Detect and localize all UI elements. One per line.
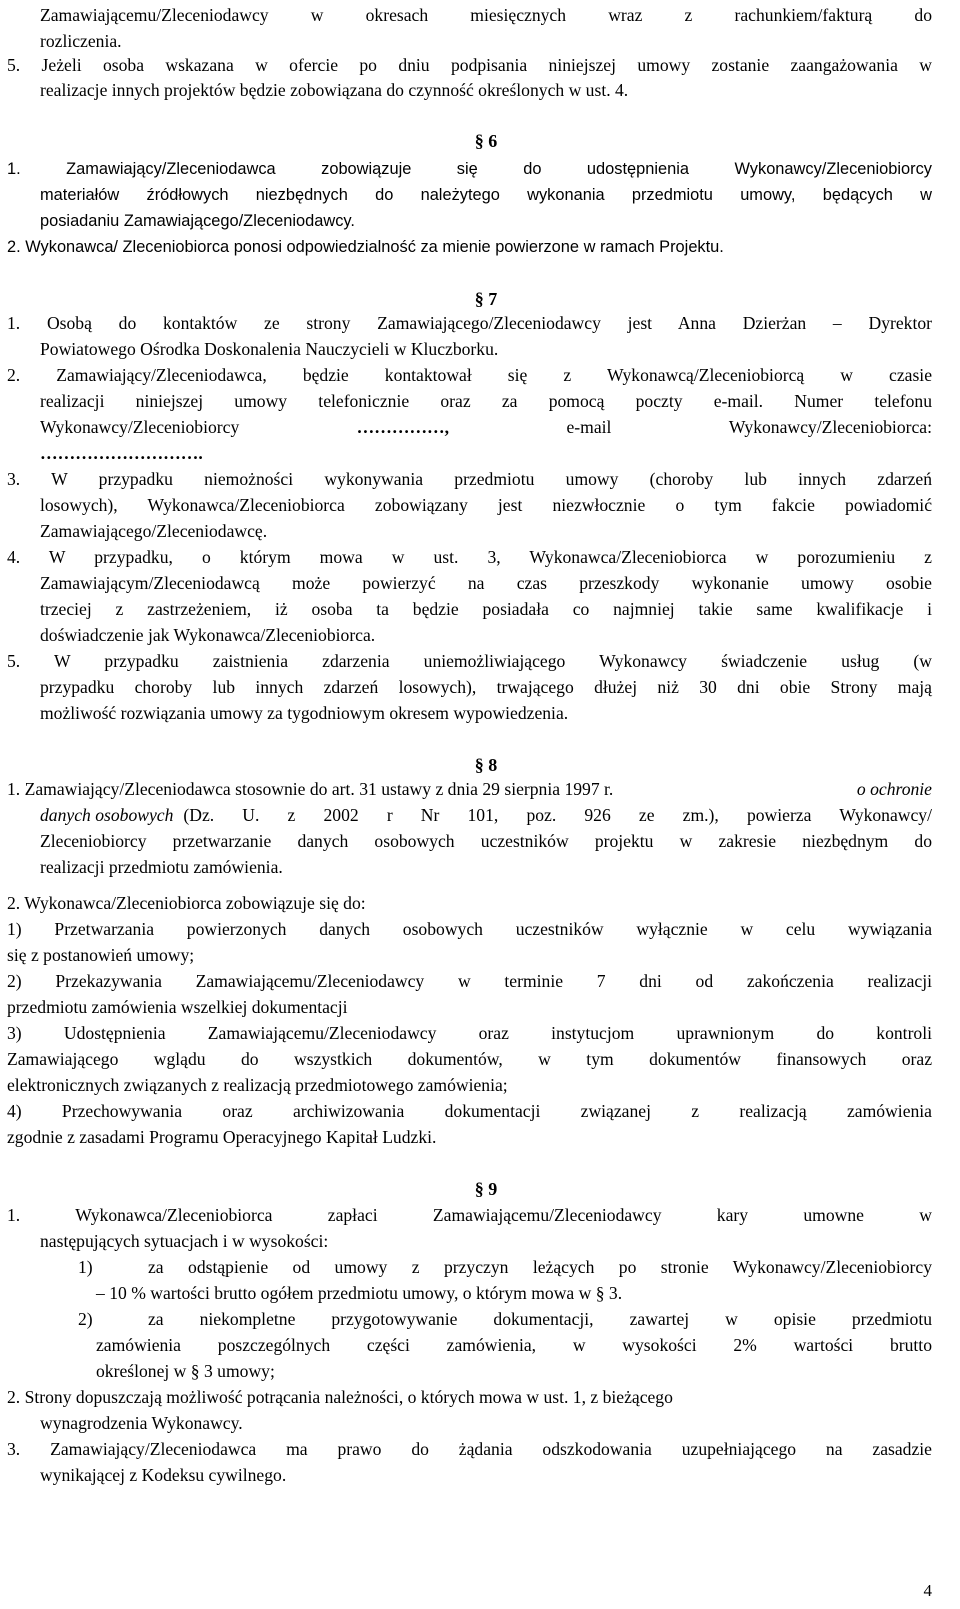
s9-item-1-line-1: za odstąpienie od umowy z przyczyn leżących po stronie Wykonawcy/Zleceniobiorcy bbox=[148, 1257, 932, 1277]
blank-field: ………………………. bbox=[40, 443, 203, 463]
section-9-heading: § 9 bbox=[474, 1179, 498, 1199]
s8-paragraph-1-line-3: Zleceniobiorcy przetwarzanie danych osobowych uczestników projektu w zakresie niezbędnym do bbox=[40, 831, 932, 851]
page-number: 4 bbox=[923, 1581, 932, 1600]
text-span: danych osobowych bbox=[40, 805, 174, 825]
s8-item-3-line-3: elektronicznych związanych z realizacją przedmiotowego zamówienia; bbox=[7, 1075, 508, 1095]
s9-paragraph-3-line-1: 3. Zamawiający/Zleceniodawca ma prawo do żądania odszkodowania uzupełniającego na zasadzie bbox=[7, 1439, 932, 1459]
text-line: rozliczenia. bbox=[40, 31, 122, 51]
paragraph-5-line-2: realizacje innych projektów będzie zobowiązana do czynność określonych w ust. 4. bbox=[40, 80, 629, 100]
s8-paragraph-1-line-4: realizacji przedmiotu zamówienia. bbox=[40, 857, 283, 877]
s7-paragraph-3-line-1: 3. W przypadku niemożności wykonywania przedmiotu umowy (choroby lub innych zdarzeń bbox=[7, 469, 932, 489]
s7-paragraph-1-line-2: Powiatowego Ośrodka Doskonalenia Nauczycieli w Kluczborku. bbox=[40, 339, 499, 359]
s8-item-1-line-2: się z postanowień umowy; bbox=[7, 945, 195, 965]
s9-item-2-number: 2) bbox=[78, 1309, 93, 1329]
text-span: Wykonawcy/Zleceniobiorca: bbox=[728, 417, 932, 437]
s6-paragraph-1-line-2: materiałów źródłowych niezbędnych do należytego wykonania przedmiotu umowy, będących w bbox=[40, 186, 932, 204]
s7-paragraph-3-line-3: Zamawiającego/Zleceniodawcę. bbox=[40, 521, 268, 541]
s9-item-1-number: 1) bbox=[78, 1257, 93, 1277]
s8-paragraph-2: 2. Wykonawca/Zleceniobiorca zobowiązuje się do: bbox=[7, 893, 366, 913]
s8-item-1-line-1: 1) Przetwarzania powierzonych danych osobowych uczestników wyłącznie w celu wywiązania bbox=[7, 919, 932, 939]
s7-paragraph-4-line-1: 4. W przypadku, o którym mowa w ust. 3, Wykonawca/Zleceniobiorca w porozumieniu z bbox=[7, 547, 932, 567]
text-line: Zamawiającemu/Zleceniodawcy w okresach miesięcznych wraz z rachunkiem/fakturą do bbox=[40, 5, 932, 25]
s7-paragraph-4-line-4: doświadczenie jak Wykonawca/Zleceniobiorca. bbox=[40, 625, 376, 645]
s9-item-2-line-2: zamówienia poszczególnych części zamówienia, w wysokości 2% wartości brutto bbox=[96, 1335, 932, 1355]
s7-paragraph-2-line-2: realizacji niniejszej umowy telefonicznie oraz za pomocą poczty e-mail. Numer telefonu bbox=[40, 391, 932, 411]
section-7-heading: § 7 bbox=[474, 289, 498, 309]
s7-paragraph-5-line-3: możliwość rozwiązania umowy za tygodniowym okresem wypowiedzenia. bbox=[40, 703, 569, 723]
s8-item-3-line-2: Zamawiającego wglądu do wszystkich dokumentów, w tym dokumentów finansowych oraz bbox=[7, 1049, 932, 1069]
s9-paragraph-3-line-2: wynikającej z Kodeksu cywilnego. bbox=[40, 1465, 287, 1485]
text-span: 1. Zamawiający/Zleceniodawca stosownie do art. 31 ustawy z dnia 29 sierpnia 1997 r. bbox=[7, 779, 614, 799]
s8-paragraph-1-line-2 bbox=[40, 802, 932, 828]
s7-paragraph-3-line-2: losowych), Wykonawca/Zleceniobiorca zobowiązany jest niezwłocznie o tym fakcie powiadomić bbox=[40, 495, 932, 515]
s9-item-2-line-3: określonej w § 3 umowy; bbox=[96, 1361, 275, 1381]
s8-item-3-line-1: 3) Udostępnienia Zamawiającemu/Zleceniodawcy oraz instytucjom uprawnionym do kontroli bbox=[7, 1023, 932, 1043]
s7-paragraph-5-line-1: 5. W przypadku zaistnienia zdarzenia uniemożliwiającego Wykonawcy świadczenie usług (w bbox=[7, 651, 932, 671]
s8-item-4-line-2: zgodnie z zasadami Programu Operacyjnego Kapitał Ludzki. bbox=[7, 1127, 437, 1147]
text-span: (Dz. U. z 2002 r Nr 101, poz. 926 ze zm.), powierza Wykonawcy/ bbox=[183, 805, 932, 825]
blank-field: ……………, bbox=[356, 417, 450, 437]
s7-paragraph-2-line-1: 2. Zamawiający/Zleceniodawca, będzie kontaktował się z Wykonawcą/Zleceniobiorcą w czasie bbox=[7, 365, 932, 385]
s7-paragraph-4-line-2: Zamawiającym/Zleceniodawcą może powierzyć na czas przeszkody wykonanie umowy osobie bbox=[40, 573, 932, 593]
section-8-heading: § 8 bbox=[474, 755, 498, 775]
section-6-heading: § 6 bbox=[474, 131, 498, 151]
s9-paragraph-2-line-1: 2. Strony dopuszczają możliwość potrącania należności, o których mowa w ust. 1, z bieżącego bbox=[7, 1387, 673, 1407]
paragraph-5-line-1: 5. Jeżeli osoba wskazana w ofercie po dniu podpisania niniejszej umowy zostanie zaangażowania w bbox=[7, 55, 932, 75]
s8-paragraph-1-line-1 bbox=[7, 776, 932, 802]
s9-item-2-line-1: za niekompletne przygotowywanie dokumentacji, zawartej w opisie przedmiotu bbox=[148, 1309, 932, 1329]
text-span: Wykonawcy/Zleceniobiorcy bbox=[40, 417, 240, 437]
s9-paragraph-1-line-1: 1. Wykonawca/Zleceniobiorca zapłaci Zamawiającemu/Zleceniodawcy kary umowne w bbox=[7, 1205, 932, 1225]
s9-paragraph-1-line-2: następujących sytuacjach i w wysokości: bbox=[40, 1231, 329, 1251]
text-span: e-mail bbox=[566, 417, 612, 437]
s9-paragraph-2-line-2: wynagrodzenia Wykonawcy. bbox=[40, 1413, 243, 1433]
s6-paragraph-2: 2. Wykonawca/ Zleceniobiorca ponosi odpowiedzialność za mienie powierzone w ramach Projektu. bbox=[7, 238, 724, 256]
s8-item-2-line-2: przedmiotu zamówienia wszelkiej dokumentacji bbox=[7, 997, 348, 1017]
s7-paragraph-4-line-3: trzeciej z zastrzeżeniem, iż osoba ta będzie posiadała co najmniej takie same kwalifikacje i bbox=[40, 599, 932, 619]
s6-paragraph-1-line-1: 1. Zamawiający/Zleceniodawca zobowiązuje się do udostępnienia Wykonawcy/Zleceniobiorcy bbox=[7, 160, 932, 178]
s7-paragraph-5-line-2: przypadku choroby lub innych zdarzeń losowych), trwającego dłużej niż 30 dni obie Strony mają bbox=[40, 677, 932, 697]
s6-paragraph-1-line-3: posiadaniu Zamawiającego/Zleceniodawcy. bbox=[40, 212, 355, 230]
s9-item-1-line-2: – 10 % wartości brutto ogółem przedmiotu umowy, o którym mowa w § 3. bbox=[96, 1283, 623, 1303]
text-span: o ochronie bbox=[856, 779, 932, 799]
s7-paragraph-1-line-1: 1. Osobą do kontaktów ze strony Zamawiającego/Zleceniodawcy jest Anna Dzierżan – Dyrektor bbox=[7, 313, 932, 333]
s8-item-2-line-1: 2) Przekazywania Zamawiającemu/Zleceniodawcy w terminie 7 dni od zakończenia realizacji bbox=[7, 971, 932, 991]
s8-item-4-line-1: 4) Przechowywania oraz archiwizowania dokumentacji związanej z realizacją zamówienia bbox=[7, 1101, 932, 1121]
s7-paragraph-2-line-3 bbox=[40, 414, 932, 440]
